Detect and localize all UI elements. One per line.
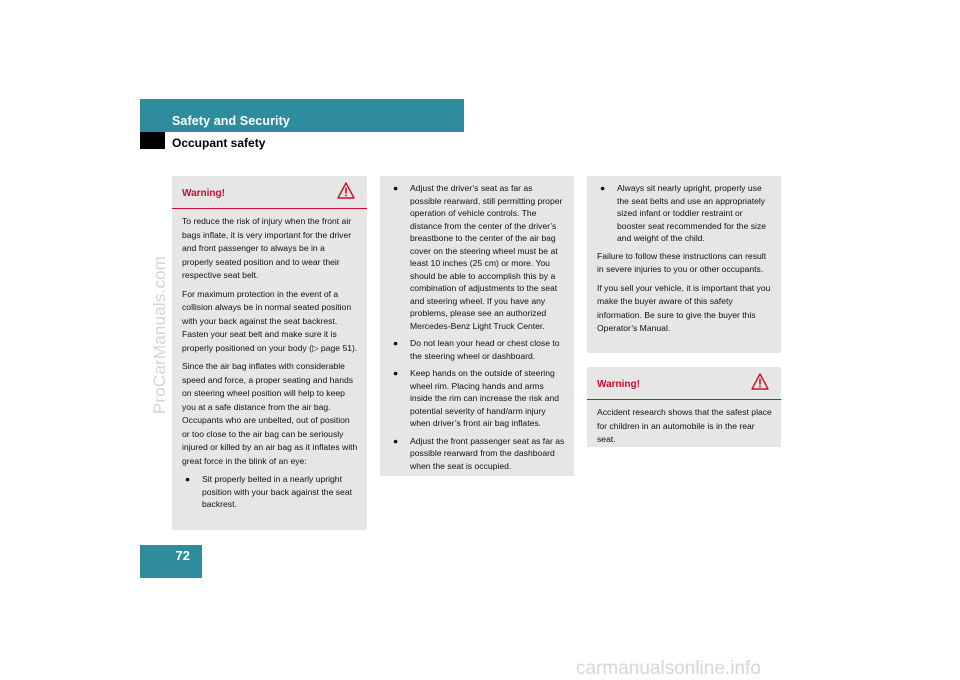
paragraph: For maximum protection in the event of a collision always be in normal seated position with your back against the seat backrest. Fasten your seat belt and make sure it is properly positioned on your body (▷ page 51).	[182, 288, 358, 353]
list-item-text: Keep hands on the outside of steering wheel rim. Placing hands and arms inside the rim can increase the risk and potential severity of hand/arm injury when driver’s front air bag inflates.	[410, 368, 560, 428]
bullet-icon: ●	[185, 474, 191, 484]
info-panel-3	[587, 176, 781, 353]
list-item-text: Adjust the driver’s seat as far as possible rearward, still permitting proper operation of vehicle controls. The distance from the center of the driver’s breastbone to the center of the air bag cover on the steering wheel must be at least 10 inches (25 cm) or more. You should be able to accomplish this by a combination of adjustments to the seat and steering wheel. If you have any problems, please see an authorized Mercedes-Benz Light Truck Center.	[410, 183, 563, 331]
bullet-icon: ●	[393, 338, 399, 348]
list-item-text: Do not lean your head or chest close to the steering wheel or dashboard.	[410, 338, 560, 361]
bullet-panel-2	[380, 176, 574, 476]
paragraph: Accident research shows that the safest place for children in an automobile is in the rear seat.	[597, 407, 772, 444]
list-item-text: Adjust the front passenger seat as far as possible rearward from the dashboard when the seat is occupied.	[410, 435, 565, 471]
page-number-box	[140, 545, 202, 578]
warning-panel-2	[587, 367, 781, 447]
watermark-bottom: carmanualsonline.info	[576, 658, 761, 679]
warning-header	[587, 367, 781, 400]
warning-header	[172, 176, 367, 209]
list-item	[182, 473, 358, 511]
watermark-left: ProCarManuals.com	[150, 255, 169, 415]
paragraph: If you sell your vehicle, it is important that you make the buyer aware of this safety information. Be sure to give the buyer this Operator’s Manual.	[597, 282, 771, 333]
subsection-title: Occupant safety	[172, 136, 266, 150]
warning-triangle-icon	[751, 373, 769, 390]
list-item-text: Sit properly belted in a nearly upright position with your back against the seat backrest.	[202, 474, 353, 509]
bullet-icon: ●	[393, 368, 399, 378]
list-item	[390, 182, 565, 332]
paragraph: Since the air bag inflates with considerable speed and force, a proper seating and hands on steering wheel position will help to keep you at a safe distance from the air bag. Occupants who are unbelted, out of position or too close to the air bag can be seriously injured or killed by an air bag as it inflates with great force in the blink of an eye:	[182, 361, 358, 466]
warning-label: Warning!	[597, 379, 640, 390]
paragraph: To reduce the risk of injury when the front air bags inflate, it is very important for the driver and front passenger to always be in a properly seated position and to wear their respective seat belt.	[182, 216, 352, 280]
paragraph: Failure to follow these instructions can result in severe injuries to you or other occupants.	[597, 250, 767, 274]
bullet-icon: ●	[600, 183, 606, 193]
list-item	[390, 367, 565, 430]
list-item	[390, 435, 565, 473]
list-item	[597, 182, 772, 245]
list-item	[390, 337, 565, 362]
subsection-marker	[140, 132, 165, 149]
warning-panel-1	[172, 176, 367, 530]
section-title: Safety and Security	[172, 114, 290, 128]
list-item-text: Always sit nearly upright, properly use the seat belts and use an appropriately sized infant or toddler restraint or booster seat recommended for the size and weight of the child.	[617, 183, 767, 243]
bullet-icon: ●	[393, 435, 399, 446]
page-number: 72	[175, 548, 190, 563]
bullet-icon: ●	[393, 183, 399, 193]
warning-triangle-icon	[337, 182, 355, 199]
warning-label: Warning!	[182, 188, 225, 199]
